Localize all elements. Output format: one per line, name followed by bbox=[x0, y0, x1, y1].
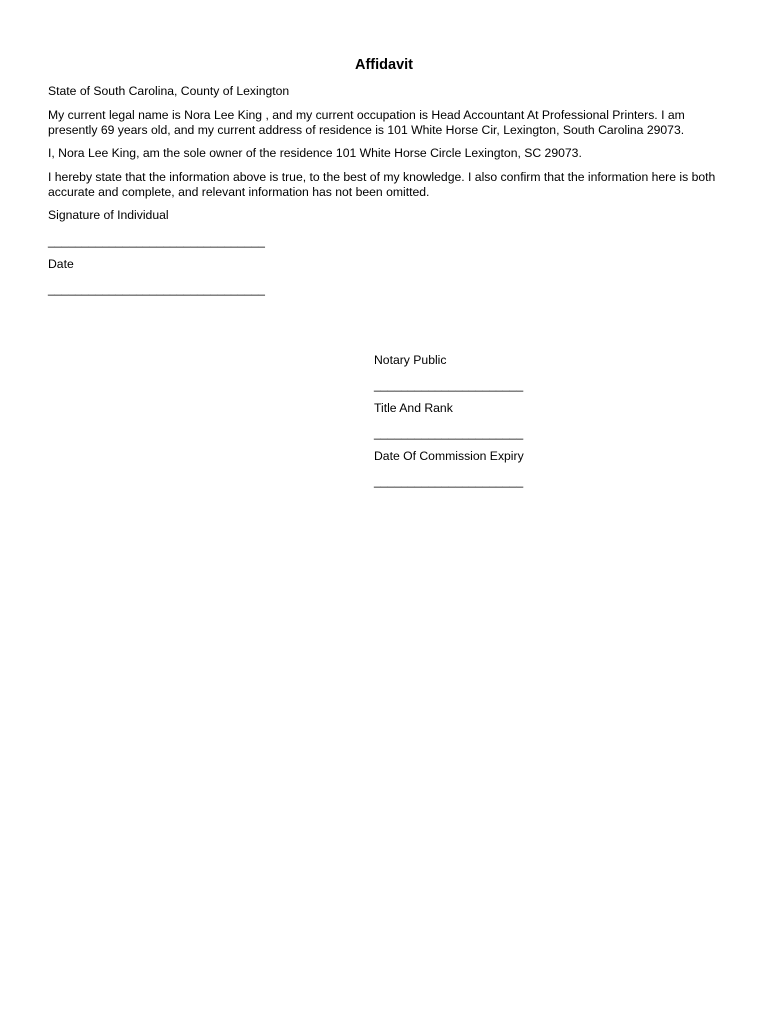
title-rank-line: ______________________ bbox=[374, 426, 524, 440]
signature-label: Signature of Individual bbox=[48, 208, 169, 222]
date-line: ________________________________ bbox=[48, 282, 265, 296]
signature-line: ________________________________ bbox=[48, 234, 265, 248]
commission-expiry-line: ______________________ bbox=[374, 474, 524, 488]
state-county-line: State of South Carolina, County of Lexington bbox=[48, 84, 290, 98]
notary-public-label: Notary Public bbox=[374, 353, 447, 367]
document-title: Affidavit bbox=[355, 57, 413, 73]
declaration-paragraph: I hereby state that the information above is true, to the best of my knowledge. I also confirm that the information here is both accurate and complete, and relevant information has not been omitted. bbox=[48, 170, 716, 199]
commission-expiry-label: Date Of Commission Expiry bbox=[374, 449, 524, 463]
identity-paragraph: My current legal name is Nora Lee King , and my current occupation is Head Accountant At Professional Printers. I am presently 69 years old, and my current address of residence is 101 White Horse Cir, Lexington, South Carolina 29073. bbox=[48, 108, 685, 137]
date-label: Date bbox=[48, 257, 74, 271]
ownership-paragraph: I, Nora Lee King, am the sole owner of the residence 101 White Horse Circle Lexington, SC 29073. bbox=[48, 146, 582, 160]
title-rank-label: Title And Rank bbox=[374, 401, 453, 415]
notary-public-line: ______________________ bbox=[374, 378, 524, 392]
